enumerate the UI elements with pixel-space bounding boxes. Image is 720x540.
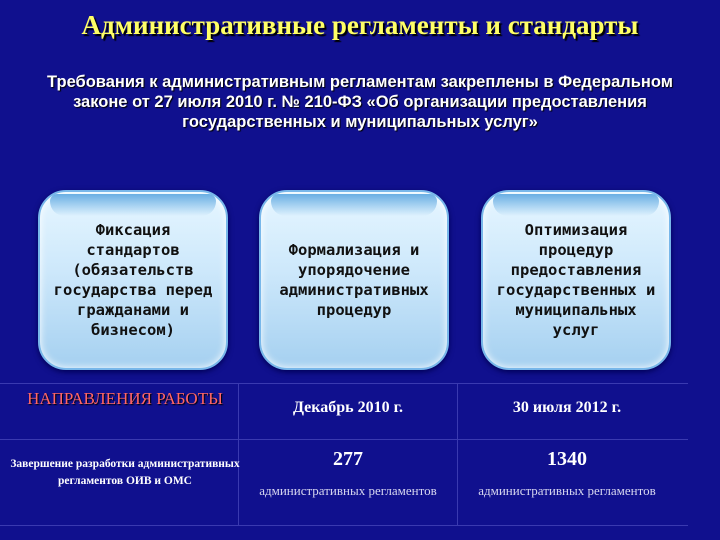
card-formalization-label: Формализация и упорядочение административных процедур — [279, 241, 429, 319]
card-standards — [38, 190, 228, 370]
law-requirement-text: Требования к административным регламентам закреплены в Федеральном законе от 27 июля 2010 г. № 210-ФЗ «Об организации предоставления государственных и муниципальных услуг» — [47, 73, 673, 131]
regulations-count-2012: 1340 — [547, 448, 587, 470]
directions-label: НАПРАВЛЕНИЯ РАБОТЫ — [27, 389, 223, 408]
table-divider-middle — [0, 439, 688, 440]
card-optimization-label: Оптимизация процедур предоставления государственных и муниципальных услуг — [496, 221, 656, 339]
regulations-unit-2012: административных регламентов — [478, 483, 656, 498]
date-july-2012: 30 июля 2012 г. — [512, 399, 622, 416]
card-optimization — [481, 190, 671, 370]
regulations-count-2010: 277 — [333, 448, 363, 470]
table-divider-top — [0, 383, 688, 384]
page-title: Административные регламенты и стандарты — [81, 10, 639, 40]
regulations-unit-2010: административных регламентов — [259, 483, 437, 498]
completion-label: Завершение разработки административных регламентов ОИВ и ОМС — [10, 458, 240, 487]
card-formalization — [259, 190, 449, 370]
date-december-2010: Декабрь 2010 г. — [292, 399, 404, 416]
table-divider-bottom — [0, 525, 688, 526]
card-standards-label: Фиксация стандартов (обязательств государства перед гражданами и бизнесом) — [53, 221, 213, 339]
